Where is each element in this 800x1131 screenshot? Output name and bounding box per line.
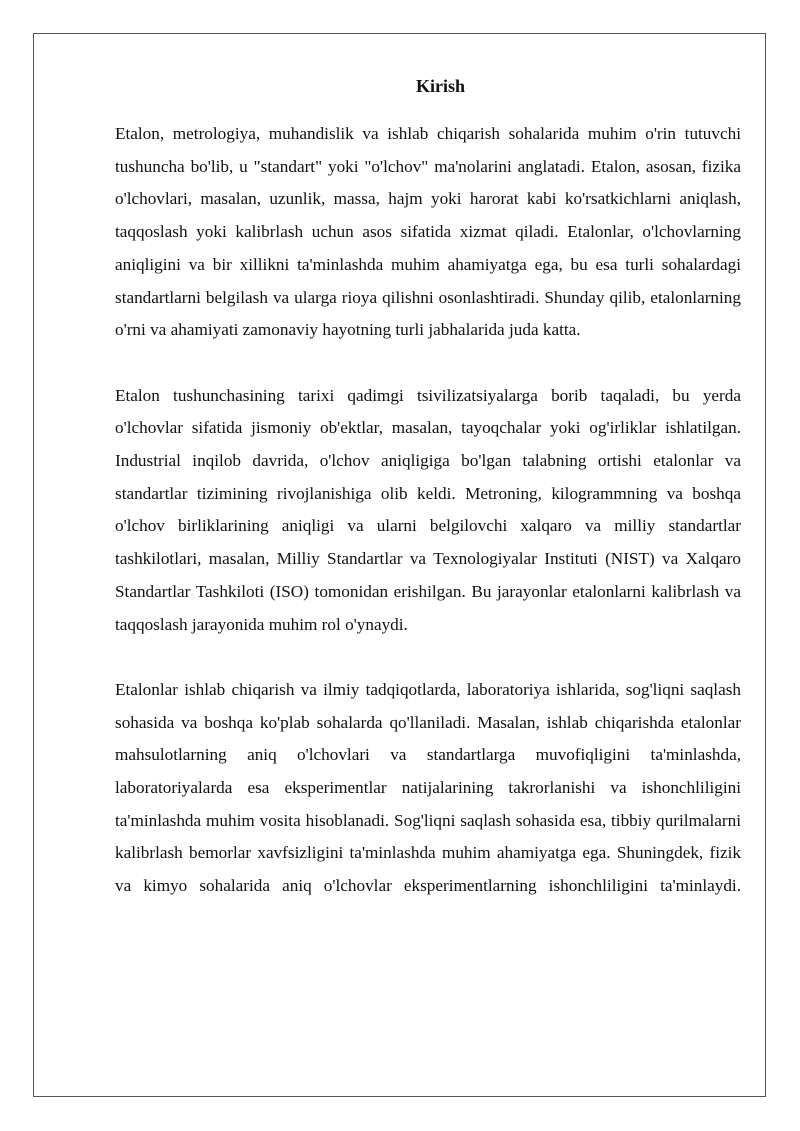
paragraph-2: Etalon tushunchasining tarixi qadimgi tsivilizatsiyalarga borib taqaladi, bu yerda o'lchovlar sifatida jismoniy ob'ektlar, masalan, tayoqchalar yoki og'irliklar ishlatilgan. Industrial inqilob davrida, o'lchov aniqligiga bo'lgan talabning ortishi etalonlar va standartlar tizimining rivojlanishiga olib keldi. Metroning, kilogrammning va boshqa o'lchov birliklarining aniqligi va ularni belgilovchi xalqaro va milliy standartlar tashkilotlari, masalan, Milliy Standartlar va Texnologiyalar Instituti (NIST) va Xalqaro Standartlar Tashkiloti (ISO) tomonidan erishilgan. Bu jarayonlar etalonlarni kalibrlash va taqqoslash jarayonida muhim rol o'ynaydi. — [115, 385, 741, 634]
paragraph-1: Etalon, metrologiya, muhandislik va ishlab chiqarish sohalarida muhim o'rin tutuvchi tushuncha bo'lib, u "standart" yoki "o'lchov" ma'nolarini anglatadi. Etalon, asosan, fizika o'lchovlari, masalan, uzunlik, massa, hajm yoki harorat kabi ko'rsatkichlarni aniqlash, taqqoslash yoki kalibrlash uchun asos sifatida xizmat qiladi. Etalonlar, o'lchovlarning aniqligini va bir xillikni ta'minlashda muhim ahamiyatga ega, bu esa turli sohalardagi standartlarni belgilash va ularga rioya qilishni osonlashtiradi. Shunday qilib, etalonlarning o'rni va ahamiyati zamonaviy hayotning turli jabhalarida juda katta. — [115, 124, 741, 340]
document-title: Kirish — [415, 76, 465, 96]
paragraph-3: Etalonlar ishlab chiqarish va ilmiy tadqiqotlarda, laboratoriya ishlarida, sog'liqni saqlash sohasida va boshqa ko'plab sohalarda qo'llaniladi. Masalan, ishlab chiqarishda etalonlar mahsulotlarning aniq o'lchovlari va standartlarga muvofiqligini ta'minlashda, laboratoriyalarda esa eksperimentlar natijalarining takrorlanishi va ishonchliligini ta'minlashda muhim vosita hisoblanadi. Sog'liqni saqlash sohasida esa, tibbiy qurilmalarni kalibrlash bemorlar xavfsizligini ta'minlashda muhim ahamiyatga ega. Shuningdek, fizik va kimyo sohalarida aniq o'lchovlar eksperimentlarning ishonchliligini ta'minlaydi. — [115, 679, 741, 896]
document-body — [115, 70, 741, 936]
